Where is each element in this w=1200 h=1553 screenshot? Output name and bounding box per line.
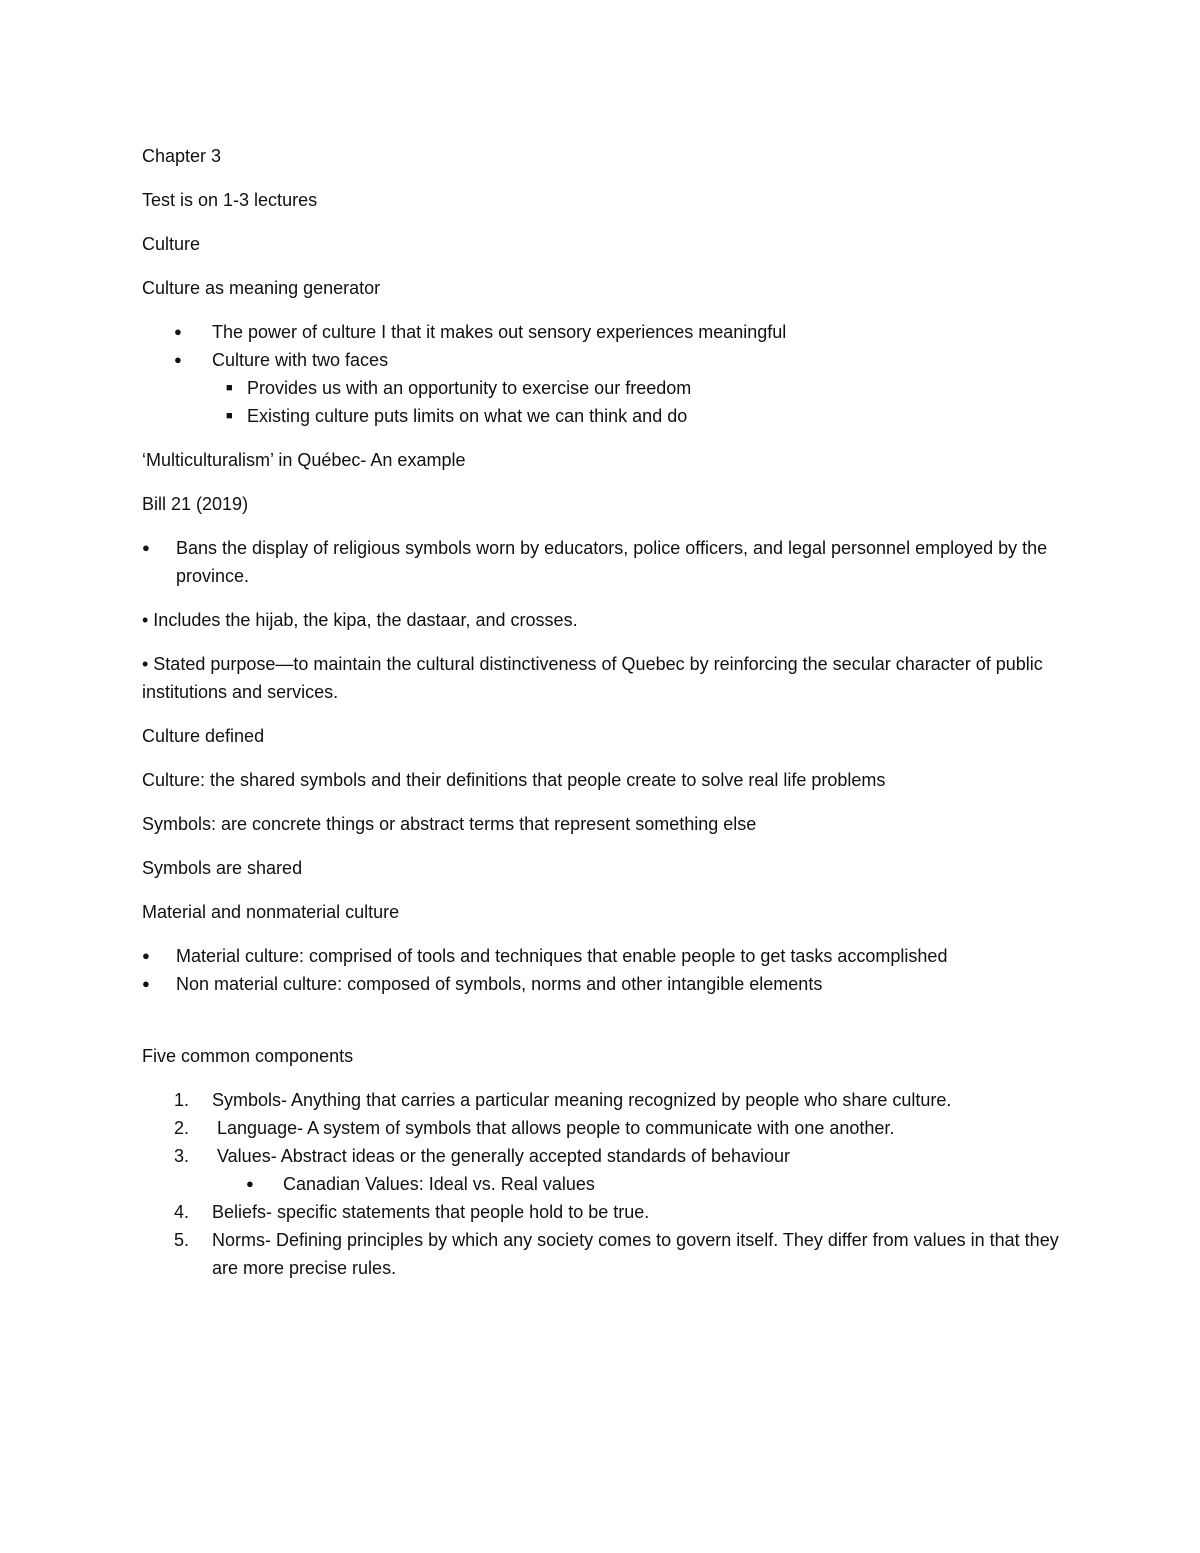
quebec-heading: ‘Multiculturalism’ in Québec- An example xyxy=(142,450,466,470)
bullet-icon: ● xyxy=(174,352,182,367)
symbols-shared: Symbols are shared xyxy=(142,858,303,878)
list-number: 5. xyxy=(174,1230,190,1250)
material-heading: Material and nonmaterial culture xyxy=(142,902,400,922)
list-item: ● Non material culture: composed of symbols, norms and other intangible elements xyxy=(142,970,1072,998)
symbols-definition: Symbols: are concrete things or abstract terms that represent something else xyxy=(142,814,757,834)
document-page xyxy=(142,142,1072,1282)
list-item: ● Culture with two faces xyxy=(142,346,1072,374)
bullet-icon: ● xyxy=(142,976,150,991)
test-note: Test is on 1-3 lectures xyxy=(142,190,318,210)
bullet-icon: ● xyxy=(246,1176,254,1191)
list-item: ● The power of culture I that it makes out sensory experiences meaningful xyxy=(142,318,1072,346)
square-bullet-icon: ■ xyxy=(226,410,233,422)
list-item: 5. Norms- Defining principles by which any society comes to govern itself. They differ from values in that they are more precise rules. xyxy=(142,1226,1072,1282)
chapter-title: Chapter 3 xyxy=(142,146,222,166)
list-item: ■ Existing culture puts limits on what we can think and do xyxy=(142,402,1072,430)
list-item: 1. Symbols- Anything that carries a particular meaning recognized by people who share culture. xyxy=(142,1086,1072,1114)
culture-defined-heading: Culture defined xyxy=(142,726,265,746)
list-number: 4. xyxy=(174,1202,190,1222)
list-item: 3. Values- Abstract ideas or the generally accepted standards of behaviour xyxy=(142,1142,1072,1170)
meaning-generator-heading: Culture as meaning generator xyxy=(142,278,381,298)
bill-heading: Bill 21 (2019) xyxy=(142,494,249,514)
bullet-icon: ● xyxy=(142,540,150,555)
list-number: 2. xyxy=(174,1118,190,1138)
list-number: 3. xyxy=(174,1146,190,1166)
list-number: 1. xyxy=(174,1090,190,1110)
list-item: ■ Provides us with an opportunity to exercise our freedom xyxy=(142,374,1072,402)
list-item: ● Material culture: comprised of tools and techniques that enable people to get tasks accomplished xyxy=(142,942,1072,970)
list-item: ● Canadian Values: Ideal vs. Real values xyxy=(142,1170,1072,1198)
list-item: 2. Language- A system of symbols that allows people to communicate with one another. xyxy=(142,1114,1072,1142)
list-item: ● Bans the display of religious symbols worn by educators, police officers, and legal personnel employed by the province. xyxy=(142,534,1072,590)
bill-bullet-includes: • Includes the hijab, the kipa, the dastaar, and crosses. xyxy=(142,610,578,630)
culture-heading: Culture xyxy=(142,234,201,254)
bill-bullet-purpose: • Stated purpose—to maintain the cultural distinctiveness of Quebec by reinforcing the secular character of public institutions and services. xyxy=(142,654,1043,702)
bullet-icon: ● xyxy=(142,948,150,963)
list-item: 4. Beliefs- specific statements that people hold to be true. xyxy=(142,1198,1072,1226)
bullet-icon: ● xyxy=(174,324,182,339)
square-bullet-icon: ■ xyxy=(226,382,233,394)
culture-definition: Culture: the shared symbols and their definitions that people create to solve real life problems xyxy=(142,770,886,790)
components-heading: Five common components xyxy=(142,1046,354,1066)
